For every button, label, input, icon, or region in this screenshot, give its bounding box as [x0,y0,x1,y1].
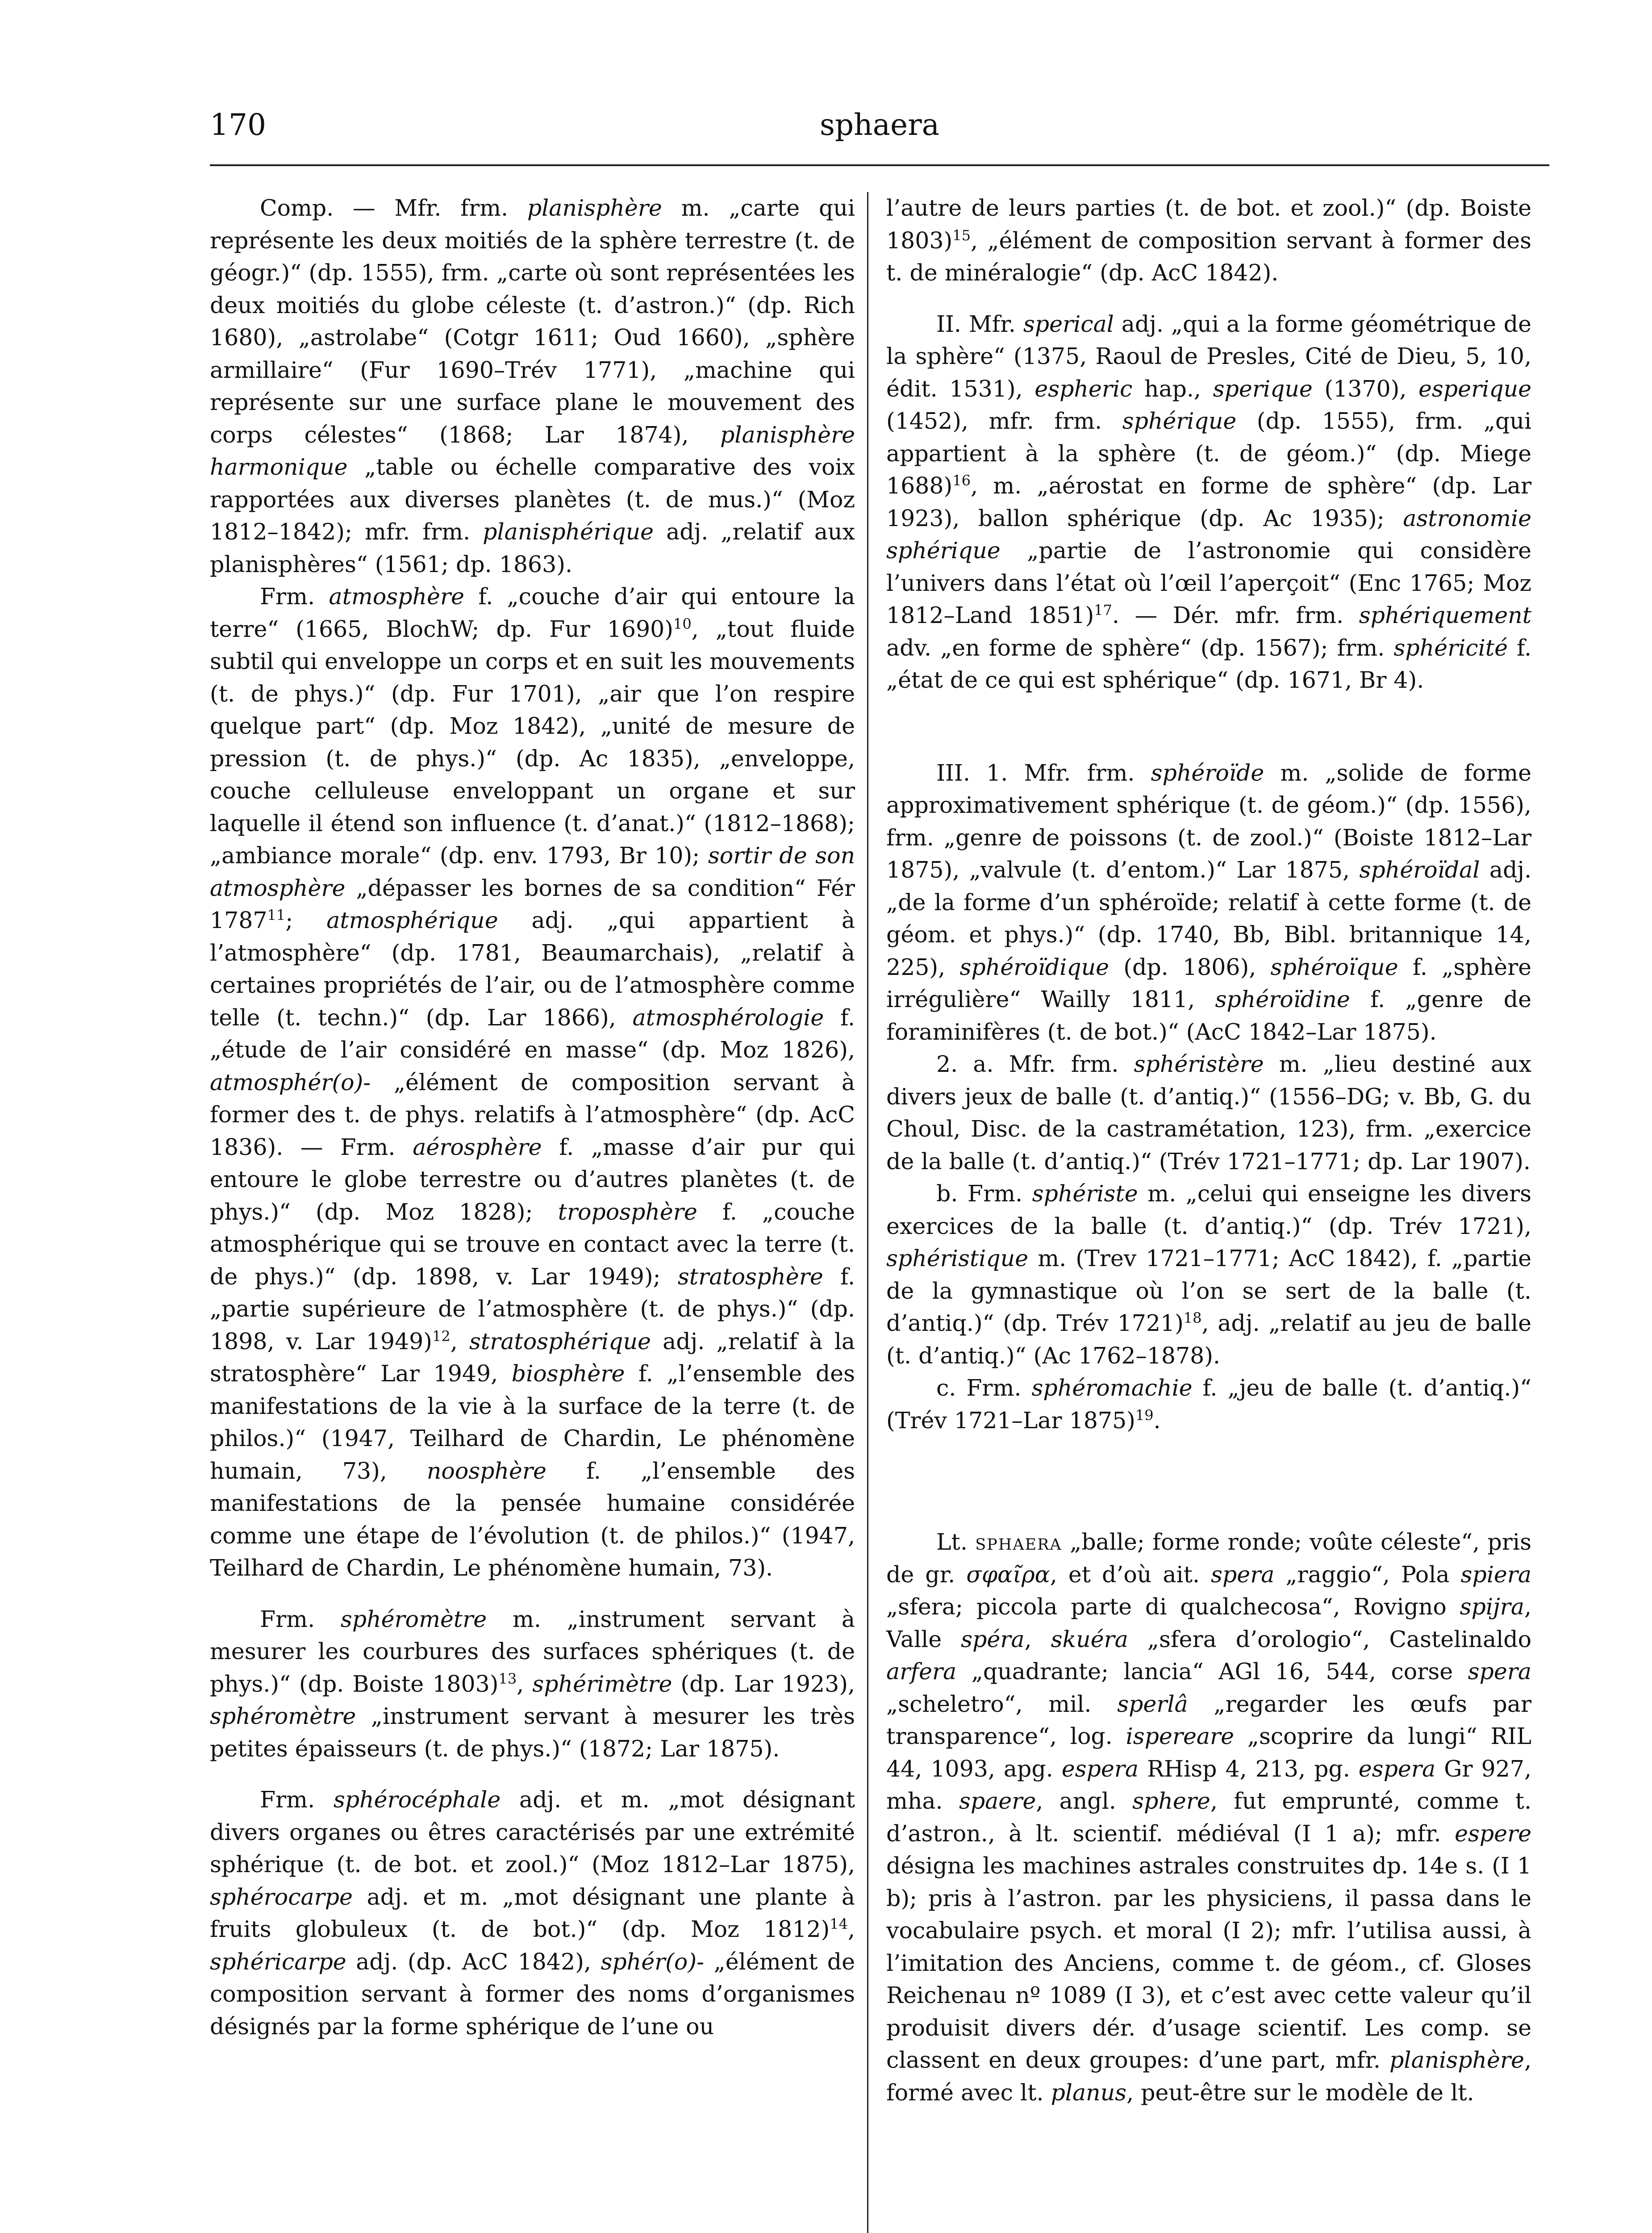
footnote-ref: 18 [1183,1309,1202,1327]
paragraph-spherocephale: Frm. sphérocéphale adj. et m. „mot désignant divers organes ou êtres caractérisés par une extrémité sphérique (t. de bot. et zool.)“ (Moz 1812–Lar 1875), sphérocarpe adj. et m. „mot désignant une plante à fruits globuleux (t. de bot.)“ (dp. Moz 1812)$^{14}$, sphéricarpe adj. (dp. AcC 1842), sphér(o)- „élément de composition servant à former des noms d’organismes désignés par la forme sphérique de l’une ou [210,1786,855,2040]
paragraph-continuation: l’autre de leurs parties (t. de bot. et zool.)“ (dp. Boiste 1803)$^{15}$, „élément de composition servant à former des t. de minéralogie“ (dp. AcC 1842). [886,195,1531,286]
running-head: sphaera [820,108,939,142]
footnote-ref: 15 [952,226,971,244]
footnote-ref: 16 [952,472,971,489]
left-column [210,192,855,2043]
footnote-ref: 19 [1135,1406,1154,1424]
footnote-ref: 10 [673,615,692,632]
footnote-ref: 13 [498,1670,517,1687]
paragraph-spheristere: 2. a. Mfr. frm. sphéristère m. „lieu destiné aux divers jeux de balle (t. d’antiq.)“ (1556–DG; v. Bb, G. du Choul, Disc. de la castramétation, 123), frm. „exercice de la balle (t. d’antiq.)“ (Trév 1721–1771; dp. Lar 1907). [886,1051,1531,1175]
header-rule [210,164,1549,166]
right-column [886,192,1531,2109]
paragraph-spheriste: b. Frm. sphériste m. „celui qui enseigne les divers exercices de la balle (t. d’antiq.)“ (dp. Trév 1721), sphéristique m. (Trev 1721–1771; AcC 1842), f. „partie de la gymnastique où l’on se sert de la balle (t. d’antiq.)“ (dp. Trév 1721)$^{18}$, adj. „relatif au jeu de balle (t. d’antiq.)“ (Ac 1762–1878). [886,1180,1531,1369]
paragraph-atmosphere: Frm. atmosphère f. „couche d’air qui entoure la terre“ (1665, BlochW; dp. Fur 1690)$^{10}$, „tout fluide subtil qui enveloppe un corps et en suit les mouvements (t. de phys.)“ (dp. Fur 1701), „air que l’on respire quelque part“ (dp. Moz 1842), „unité de mesure de pression (t. de phys.)“ (dp. Ac 1835), „enveloppe, couche celluleuse enveloppant un organe et sur laquelle il étend son influence (t. d’anat.)“ (1812–1868); „ambiance morale“ (dp. env. 1793, Br 10); sortir de son atmosphère „dépasser les bornes de sa condition“ Fér 1787$^{11}$; atmosphérique adj. „qui appartient à l’atmosphère“ (dp. 1781, Beaumarchais), „relatif à certaines propriétés de l’air, ou de l’atmosphère comme telle (t. techn.)“ (dp. Lar 1866), atmosphérologie f. „étude de l’air considéré en masse“ (dp. Moz 1826), atmosphér(o)- „élément de composition servant à former des t. de phys. relatifs à l’atmosphère“ (dp. AcC 1836). — Frm. aérosphère f. „masse d’air pur qui entoure le globe terrestre ou d’autres planètes (t. de phys.)“ (dp. Moz 1828); troposphère f. „couche atmosphérique qui se trouve en contact avec la terre (t. de phys.)“ (dp. 1898, v. Lar 1949); stratosphère f. „partie supérieure de l’atmosphère (t. de phys.)“ (dp. 1898, v. Lar 1949)$^{12}$, stratosphérique adj. „relatif à la stratosphère“ Lar 1949, biosphère f. „l’ensemble des manifestations de la vie à la surface de la terre (t. de philos.)“ (1947, Teilhard de Chardin, Le phénomène humain, 73), noosphère f. „l’ensemble des manifestations de la pensée humaine considérée comme une étape de l’évolution (t. de philos.)“ (1947, Teilhard de Chardin, Le phénomène humain, 73). [210,583,855,1581]
column-rule [867,192,868,2233]
page-header [210,103,1549,152]
footnote-ref: 12 [432,1327,451,1345]
paragraph-comp-planisphere: Comp. — Mfr. frm. planisphère m. „carte qui représente les deux moitiés de la sphère terrestre (t. de géogr.)“ (dp. 1555), frm. „carte où sont représentées les deux moitiés du globe céleste (t. d’astron.)“ (dp. Rich 1680), „astrolabe“ (Cotgr 1611; Oud 1660), „sphère armillaire“ (Fur 1690–Trév 1771), „machine qui représente sur une surface plane le mouvement des corps célestes“ (1868; Lar 1874), planisphère harmonique „table ou échelle comparative des voix rapportées aux diverses planètes (t. de mus.)“ (Moz 1812–1842); mfr. frm. planisphérique adj. „relatif aux planisphères“ (1561; dp. 1863). [210,195,855,577]
footnote-ref: 14 [830,1915,848,1933]
footnote-ref: 11 [267,907,286,924]
paragraph-etymology: Lt. sphaera „balle; forme ronde; voûte céleste“, pris de gr. σφαῖρα, et d’où ait. spera „raggio“, Pola spiera „sfera; piccola parte di qualchecosa“, Rovigno spijra, Valle spéra, skuéra „sfera d’orologio“, Castelinaldo arfera „quadrante; lancia“ AGl 16, 544, corse spera „scheletro“, mil. sperlâ „regarder les œufs par transparence“, log. ispereare „scoprire da lungi“ RIL 44, 1093, apg. espera RHisp 4, 213, pg. espera Gr 927, mha. spaere, angl. sphere, fut emprunté, comme t. d’astron., à lt. scientif. médiéval (I 1 a); mfr. espere désigna les machines astrales construites dp. 14e s. (I 1 b); pris à l’astron. par les physiciens, il passa dans le vocabulaire psych. et moral (I 2); mfr. l’utilisa aussi, à l’imitation des Anciens, comme t. de géom., cf. Gloses Reichenau nº 1089 (I 3), et c’est avec cette valeur qu’il produisit divers dér. d’usage scientif. Les comp. se classent en deux groupes: d’une part, mfr. planisphère, formé avec lt. planus, peut-être sur le modèle de lt. [886,1529,1532,2106]
footnote-ref: 17 [1094,602,1112,619]
paragraph-sperical: II. Mfr. sperical adj. „qui a la forme géométrique de la sphère“ (1375, Raoul de Presles, Cité de Dieu, 5, 10, édit. 1531), espheric hap., sperique (1370), esperique (1452), mfr. frm. sphérique (dp. 1555), frm. „qui appartient à la sphère (t. de géom.)“ (dp. Miege 1688)$^{16}$, m. „aérostat en forme de sphère“ (dp. Lar 1923), ballon sphérique (dp. Ac 1935); astronomie sphérique „partie de l’astronomie qui considère l’univers dans l’état où l’œil l’aperçoit“ (Enc 1765; Moz 1812–Land 1851)$^{17}$. — Dér. mfr. frm. sphériquement adv. „en forme de sphère“ (dp. 1567); frm. sphéricité f. „état de ce qui est sphérique“ (dp. 1671, Br 4). [886,310,1532,693]
paragraph-spheromachie: c. Frm. sphéromachie f. „jeu de balle (t. d’antiq.)“ (Trév 1721–Lar 1875)$^{19}$. [886,1375,1531,1434]
page-number: 170 [210,108,266,142]
headword-smallcaps: sphaera [975,1529,1062,1555]
paragraph-spheroide: III. 1. Mfr. frm. sphéroïde m. „solide de forme approximativement sphérique (t. de géom.)“ (dp. 1556), frm. „genre de poissons (t. de zool.)“ (Boiste 1812–Lar 1875), „valvule (t. d’entom.)“ Lar 1875, sphéroïdal adj. „de la forme d’un sphéroïde; relatif à cette forme (t. de géom. et phys.)“ (dp. 1740, Bb, Bibl. britannique 14, 225), sphéroïdique (dp. 1806), sphéroïque f. „sphère irrégulière“ Wailly 1811, sphéroïdine f. „genre de foraminifères (t. de bot.)“ (AcC 1842–Lar 1875). [886,759,1531,1045]
paragraph-spherometre: Frm. sphéromètre m. „instrument servant à mesurer les courbures des surfaces sphériques (t. de phys.)“ (dp. Boiste 1803)$^{13}$, sphérimètre (dp. Lar 1923), sphéromètre „instrument servant à mesurer les très petites épaisseurs (t. de phys.)“ (1872; Lar 1875). [210,1606,855,1762]
